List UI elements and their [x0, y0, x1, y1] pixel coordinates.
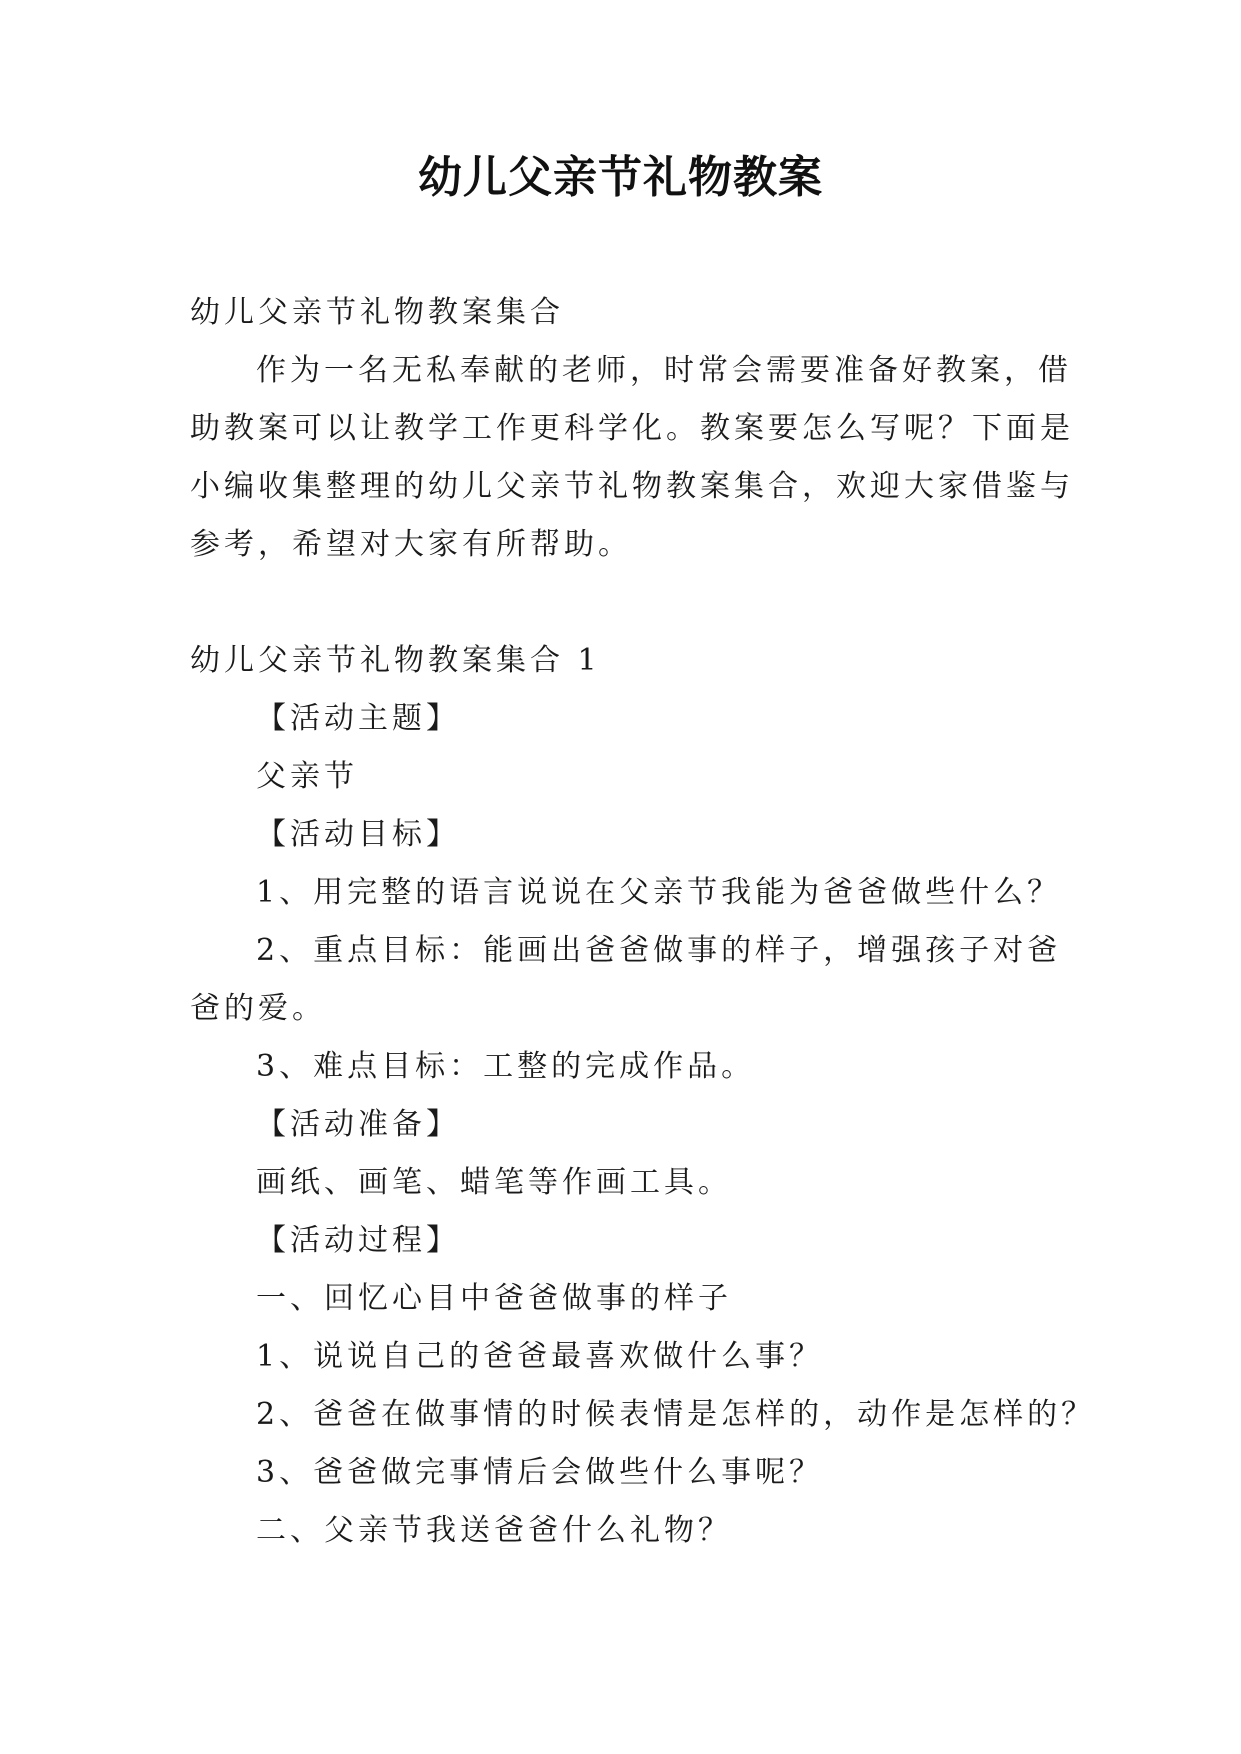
goal-1: 1、用完整的语言说说在父亲节我能为爸爸做些什么？ [256, 875, 1062, 910]
document-body [190, 284, 1096, 1560]
theme-heading: 【活动主题】 [256, 701, 460, 736]
goal-2-line-1: 2、重点目标：能画出爸爸做事的样子，增强孩子对爸 [256, 933, 1062, 968]
step-2: 二、父亲节我送爸爸什么礼物？ [256, 1513, 732, 1548]
prep-heading: 【活动准备】 [256, 1107, 460, 1142]
paragraph-gap [190, 574, 1050, 632]
collection-heading: 幼儿父亲节礼物教案集合 [190, 295, 564, 330]
step-1-question-2: 2、爸爸在做事情的时候表情是怎样的，动作是怎样的？ [256, 1397, 1096, 1432]
theme-text: 父亲节 [256, 759, 358, 794]
process-heading: 【活动过程】 [256, 1223, 460, 1258]
goals-heading: 【活动目标】 [256, 817, 460, 852]
prep-text: 画纸、画笔、蜡笔等作画工具。 [256, 1165, 732, 1200]
intro-line-4: 参考，希望对大家有所帮助。 [190, 527, 632, 562]
document-title: 幼儿父亲节礼物教案 [418, 152, 823, 203]
section-title: 幼儿父亲节礼物教案集合 1 [190, 643, 601, 678]
intro-line-2: 助教案可以让教学工作更科学化。教案要怎么写呢？下面是 [190, 411, 1074, 446]
goal-2-line-2: 爸的爱。 [190, 991, 326, 1026]
step-1: 一、回忆心目中爸爸做事的样子 [256, 1281, 732, 1316]
goal-3: 3、难点目标：工整的完成作品。 [256, 1049, 756, 1084]
step-1-question-1: 1、说说自己的爸爸最喜欢做什么事？ [256, 1339, 824, 1374]
intro-line-3: 小编收集整理的幼儿父亲节礼物教案集合，欢迎大家借鉴与 [190, 469, 1074, 504]
intro-line-1: 作为一名无私奉献的老师，时常会需要准备好教案，借 [256, 353, 1072, 388]
step-1-question-3: 3、爸爸做完事情后会做些什么事呢？ [256, 1455, 824, 1490]
